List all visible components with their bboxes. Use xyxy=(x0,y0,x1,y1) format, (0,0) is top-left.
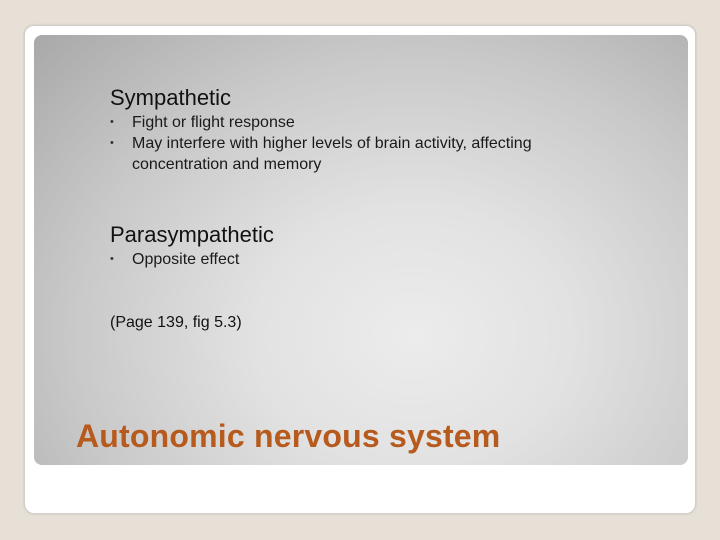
slide-title: Autonomic nervous system xyxy=(76,418,501,454)
list-item xyxy=(110,112,600,133)
bullet-text: Opposite effect xyxy=(132,251,240,268)
section-heading-parasympathetic: Parasympathetic xyxy=(110,222,274,247)
page-reference: (Page 139, fig 5.3) xyxy=(110,314,242,331)
bullet-list-parasympathetic xyxy=(110,249,600,270)
bullet-icon: • xyxy=(110,137,114,149)
bullet-text: Fight or flight response xyxy=(132,114,295,131)
bullet-icon: • xyxy=(110,253,114,265)
list-item xyxy=(110,249,600,270)
list-item xyxy=(110,133,600,175)
bullet-icon: • xyxy=(110,116,114,128)
bullet-text: May interfere with higher levels of brain activity, affecting concentration and memory xyxy=(132,135,532,173)
section-heading-sympathetic: Sympathetic xyxy=(110,85,232,110)
bullet-list-sympathetic xyxy=(110,112,600,175)
